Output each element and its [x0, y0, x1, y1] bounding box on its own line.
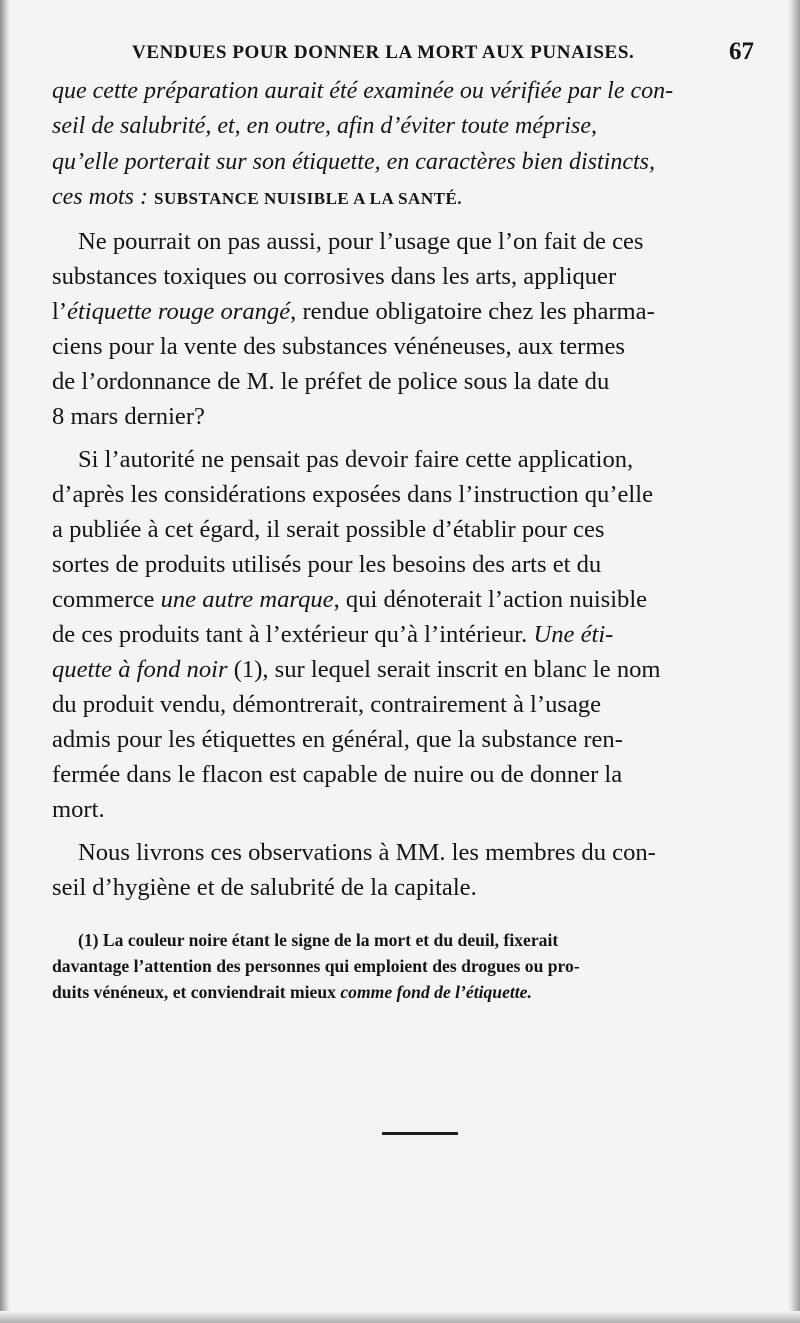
footnote-line: (1) La couleur noire étant le signe de la mort et du deuil, fixerait: [78, 930, 559, 951]
end-rule: [382, 1132, 458, 1135]
text-run: , rendue obligatoire chez les pharma-: [290, 298, 655, 326]
text-line: que cette préparation aurait été examinée ou vérifiée par le con-: [52, 78, 674, 104]
page-number: 67: [729, 38, 754, 65]
footnote-line: davantage l’attention des personnes qui emploient des drogues ou pro-: [52, 956, 580, 977]
text-line: substances toxiques ou corrosives dans les arts, appliquer: [52, 263, 617, 291]
text-run: commerce: [52, 586, 161, 614]
text-line: [52, 617, 760, 652]
italic-run: Une éti-: [533, 621, 614, 649]
text-line: [52, 582, 760, 617]
scan-edge-right: [788, 0, 800, 1323]
text-line: [52, 180, 760, 216]
footnote-line: [52, 979, 760, 1005]
text-line: seil de salubrité, et, en outre, afin d’éviter toute méprise,: [52, 113, 597, 140]
text-line: de l’ordonnance de M. le préfet de police sous la date du: [52, 368, 610, 396]
text-line: seil d’hygiène et de salubrité de la capitale.: [52, 874, 477, 902]
text-run: , qui dénoterait l’action nuisible: [333, 586, 648, 614]
caps-warning: SUBSTANCE NUISIBLE A LA SANTÉ.: [153, 188, 463, 208]
text-run: duits vénéneux, et conviendrait mieux: [52, 982, 341, 1003]
paragraph-2: [52, 224, 760, 434]
text-line: qu’elle porterait sur son étiquette, en caractères bien distincts,: [52, 148, 655, 175]
text-line: a publiée à cet égard, il serait possible d’établir pour ces: [52, 516, 605, 544]
text-line: admis pour les étiquettes en général, que la substance ren-: [52, 726, 623, 754]
text-line: sortes de produits utilisés pour les besoins des arts et du: [52, 551, 602, 579]
text-run: ces mots :: [52, 183, 154, 210]
text-line: Ne pourrait on pas aussi, pour l’usage que l’on fait de ces: [78, 228, 644, 256]
italic-run: comme fond de l’étiquette.: [340, 982, 532, 1003]
paragraph-3: [52, 442, 760, 827]
text-line: d’après les considérations exposées dans l’instruction qu’elle: [52, 481, 654, 509]
text-line: [52, 294, 760, 329]
text-line: Nous livrons ces observations à MM. les membres du con-: [78, 839, 656, 867]
italic-run: étiquette rouge orangé: [67, 298, 291, 326]
text-run: de ces produits tant à l’extérieur qu’à l’intérieur.: [52, 621, 534, 649]
paragraph-1: [52, 74, 760, 216]
text-line: [52, 652, 760, 687]
italic-run: quette à fond noir: [52, 656, 228, 684]
running-head: [52, 38, 760, 74]
scan-edge-bottom: [0, 1311, 800, 1323]
text-line: mort.: [52, 796, 105, 824]
text-line: fermée dans le flacon est capable de nuire ou de donner la: [52, 761, 623, 789]
footnote: [52, 927, 760, 1005]
text-run: l’: [52, 298, 68, 326]
scan-edge-left: [0, 0, 10, 1323]
text-line: 8 mars dernier?: [52, 403, 205, 431]
running-title: VENDUES POUR DONNER LA MORT AUX PUNAISES.: [132, 42, 635, 63]
book-page: [52, 38, 760, 1005]
text-run: (1), sur lequel serait inscrit en blanc le nom: [227, 656, 661, 684]
paragraph-4: [52, 835, 760, 905]
text-line: du produit vendu, démontrerait, contrairement à l’usage: [52, 691, 602, 719]
text-line: ciens pour la vente des substances vénéneuses, aux termes: [52, 333, 625, 361]
text-line: Si l’autorité ne pensait pas devoir faire cette application,: [78, 446, 634, 474]
italic-run: une autre marque: [160, 586, 334, 614]
